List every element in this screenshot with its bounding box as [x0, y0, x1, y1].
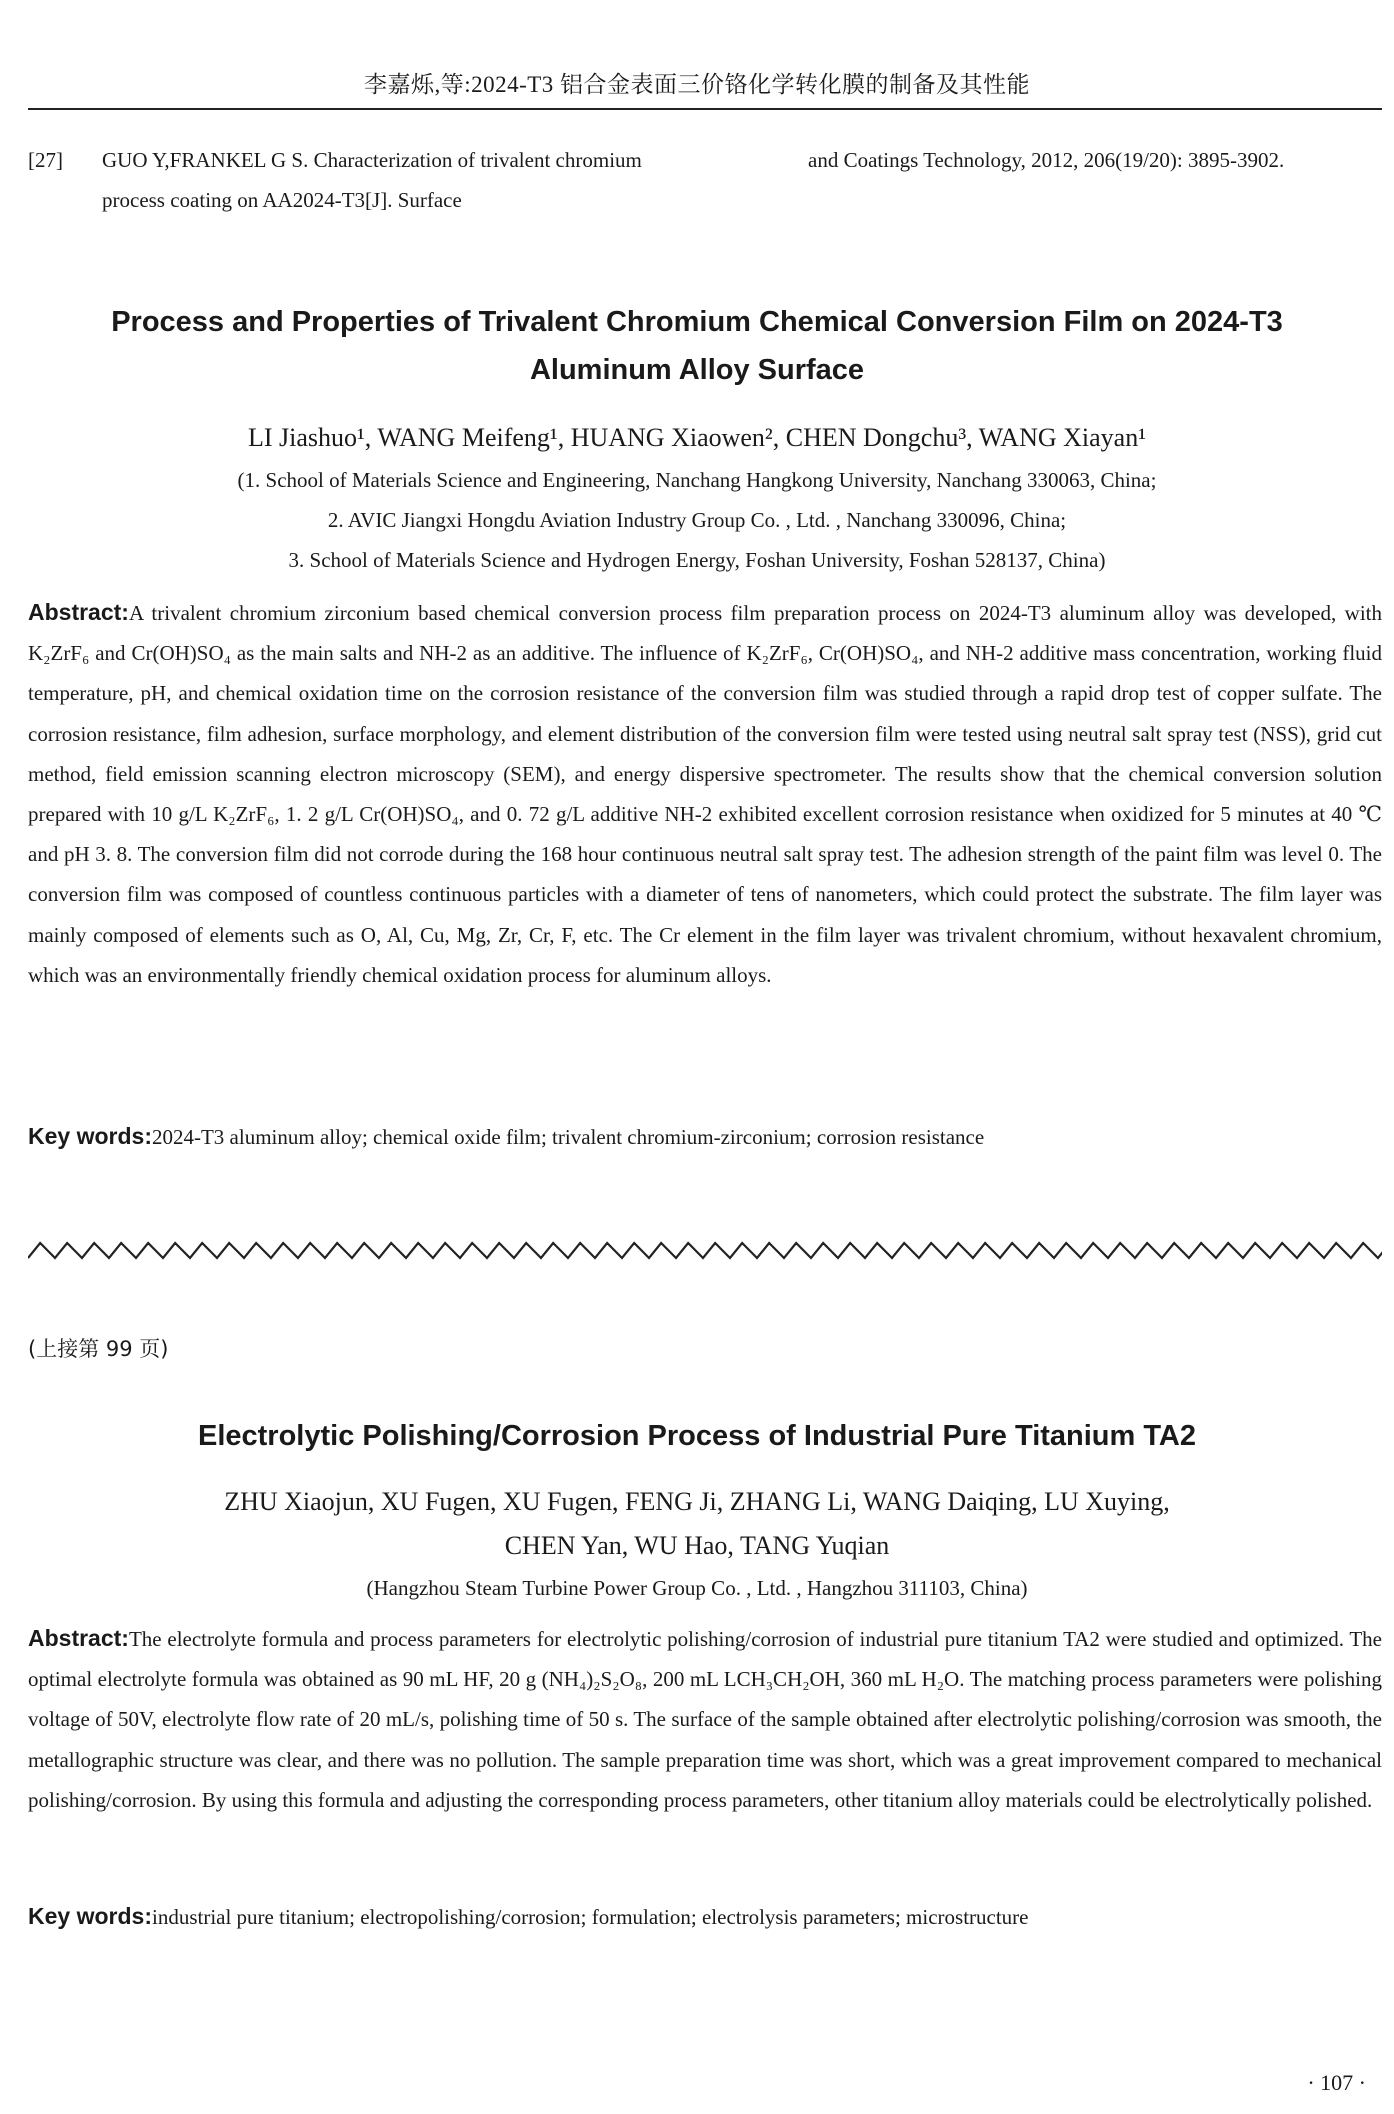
reference-text-left: GUO Y,FRANKEL G S. Characterization of trivalent chromium process coating on AA2024-T3[J]. Surface: [102, 148, 642, 212]
running-header: 李嘉烁,等:2024-T3 铝合金表面三价铬化学转化膜的制备及其性能: [363, 72, 1031, 97]
article2-keywords: [28, 1896, 1382, 1937]
page-number: · 107 ·: [1307, 2070, 1366, 2095]
article1-title-line2: Aluminum Alloy Surface: [529, 354, 865, 386]
article2-abstract: [28, 1618, 1382, 1820]
reference-27: [28, 140, 688, 220]
article2-title: Electrolytic Polishing/Corrosion Process of Industrial Pure Titanium TA2: [197, 1420, 1196, 1452]
article1-title: [60, 298, 1334, 394]
keywords-text: 2024-T3 aluminum alloy; chemical oxide film; trivalent chromium-zirconium; corrosion resistance: [151, 1125, 985, 1149]
article1-authors: LI Jiashuo¹, WANG Meifeng¹, HUANG Xiaowen², CHEN Dongchu³, WANG Xiayan¹: [247, 423, 1147, 452]
article1-affiliation-1: (1. School of Materials Science and Engineering, Nanchang Hangkong University, Nanchang 330063, China;: [237, 468, 1157, 492]
keywords-text: industrial pure titanium; electropolishing/corrosion; formulation; electrolysis parameters; microstructure: [151, 1905, 1029, 1929]
continued-from-note: (上接第 99 页): [28, 1337, 169, 1361]
reference-number: [27]: [28, 148, 63, 172]
article1-keywords: [28, 1116, 1382, 1157]
article1-title-line1: Process and Properties of Trivalent Chromium Chemical Conversion Film on 2024-T3: [111, 306, 1283, 338]
abstract-label: Abstract:: [28, 1625, 129, 1651]
keywords-label: Key words:: [28, 1903, 152, 1929]
reference-text-right: and Coatings Technology, 2012, 206(19/20): 3895-3902.: [808, 148, 1285, 172]
article1-affiliation-2: 2. AVIC Jiangxi Hongdu Aviation Industry Group Co. , Ltd. , Nanchang 330096, China;: [327, 508, 1067, 532]
wave-separator: [28, 1238, 1382, 1264]
keywords-label: Key words:: [28, 1123, 152, 1149]
article2-affiliation: (Hangzhou Steam Turbine Power Group Co. , Ltd. , Hangzhou 311103, China): [366, 1576, 1028, 1600]
abstract-text: A trivalent chromium zirconium based chemical conversion process film preparation process on 2024-T3 aluminum alloy was developed, with K₂ZrF₆ and Cr(OH)SO₄ as the main salts and NH-2 as an additive. The influence of K₂ZrF₆, Cr(OH)SO₄, and NH-2 additive mass concentration, working fluid temperature, pH, and chemical oxidation time on the corrosion resistance of the conversion film was studied through a rapid drop test of copper sulfate. The corrosion resistance, film adhesion, surface morphology, and element distribution of the conversion film were tested using neutral salt spray test (NSS), grid cut method, field emission scanning electron microscopy (SEM), and energy dispersive spectrometer. The results show that the chemical conversion solution prepared with 10 g/L K₂ZrF₆, 1. 2 g/L Cr(OH)SO₄, and 0. 72 g/L additive NH-2 exhibited excellent corrosion resistance when oxidized for 5 minutes at 40 ℃ and pH 3. 8. The conversion film did not corrode during the 168 hour continuous neutral salt spray test. The adhesion strength of the paint film was level 0. The conversion film was composed of countless continuous particles with a diameter of tens of nanometers, which could protect the substrate. The film layer was mainly composed of elements such as O, Al, Cu, Mg, Zr, Cr, F, etc. The Cr element in the film layer was trivalent chromium, without hexavalent chromium, which was an environmentally friendly chemical oxidation process for aluminum alloys.: [28, 601, 1382, 987]
article1-abstract: [28, 592, 1382, 995]
abstract-label: Abstract:: [28, 599, 129, 625]
abstract-text: The electrolyte formula and process parameters for electrolytic polishing/corrosion of industrial pure titanium TA2 were studied and optimized. The optimal electrolyte formula was obtained as 90 mL HF, 20 g (NH₄)₂S₂O₈, 200 mL LCH₃CH₂OH, 360 mL H₂O. The matching process parameters were polishing voltage of 50V, electrolyte flow rate of 20 mL/s, polishing time of 50 s. The surface of the sample obtained after electrolytic polishing/corrosion was smooth, the metallographic structure was clear, and there was no pollution. The sample preparation time was short, which was a great improvement compared to mechanical polishing/corrosion. By using this formula and adjusting the corresponding process parameters, other titanium alloy materials could be electrolytically polished.: [28, 1627, 1382, 1812]
article2-authors-line2: CHEN Yan, WU Hao, TANG Yuqian: [504, 1531, 890, 1560]
article1-affiliation-3: 3. School of Materials Science and Hydrogen Energy, Foshan University, Foshan 528137, China): [288, 548, 1106, 572]
header-rule: [28, 108, 1382, 110]
article2-authors-line1: ZHU Xiaojun, XU Fugen, XU Fugen, FENG Ji, ZHANG Li, WANG Daiqing, LU Xuying,: [224, 1487, 1170, 1516]
